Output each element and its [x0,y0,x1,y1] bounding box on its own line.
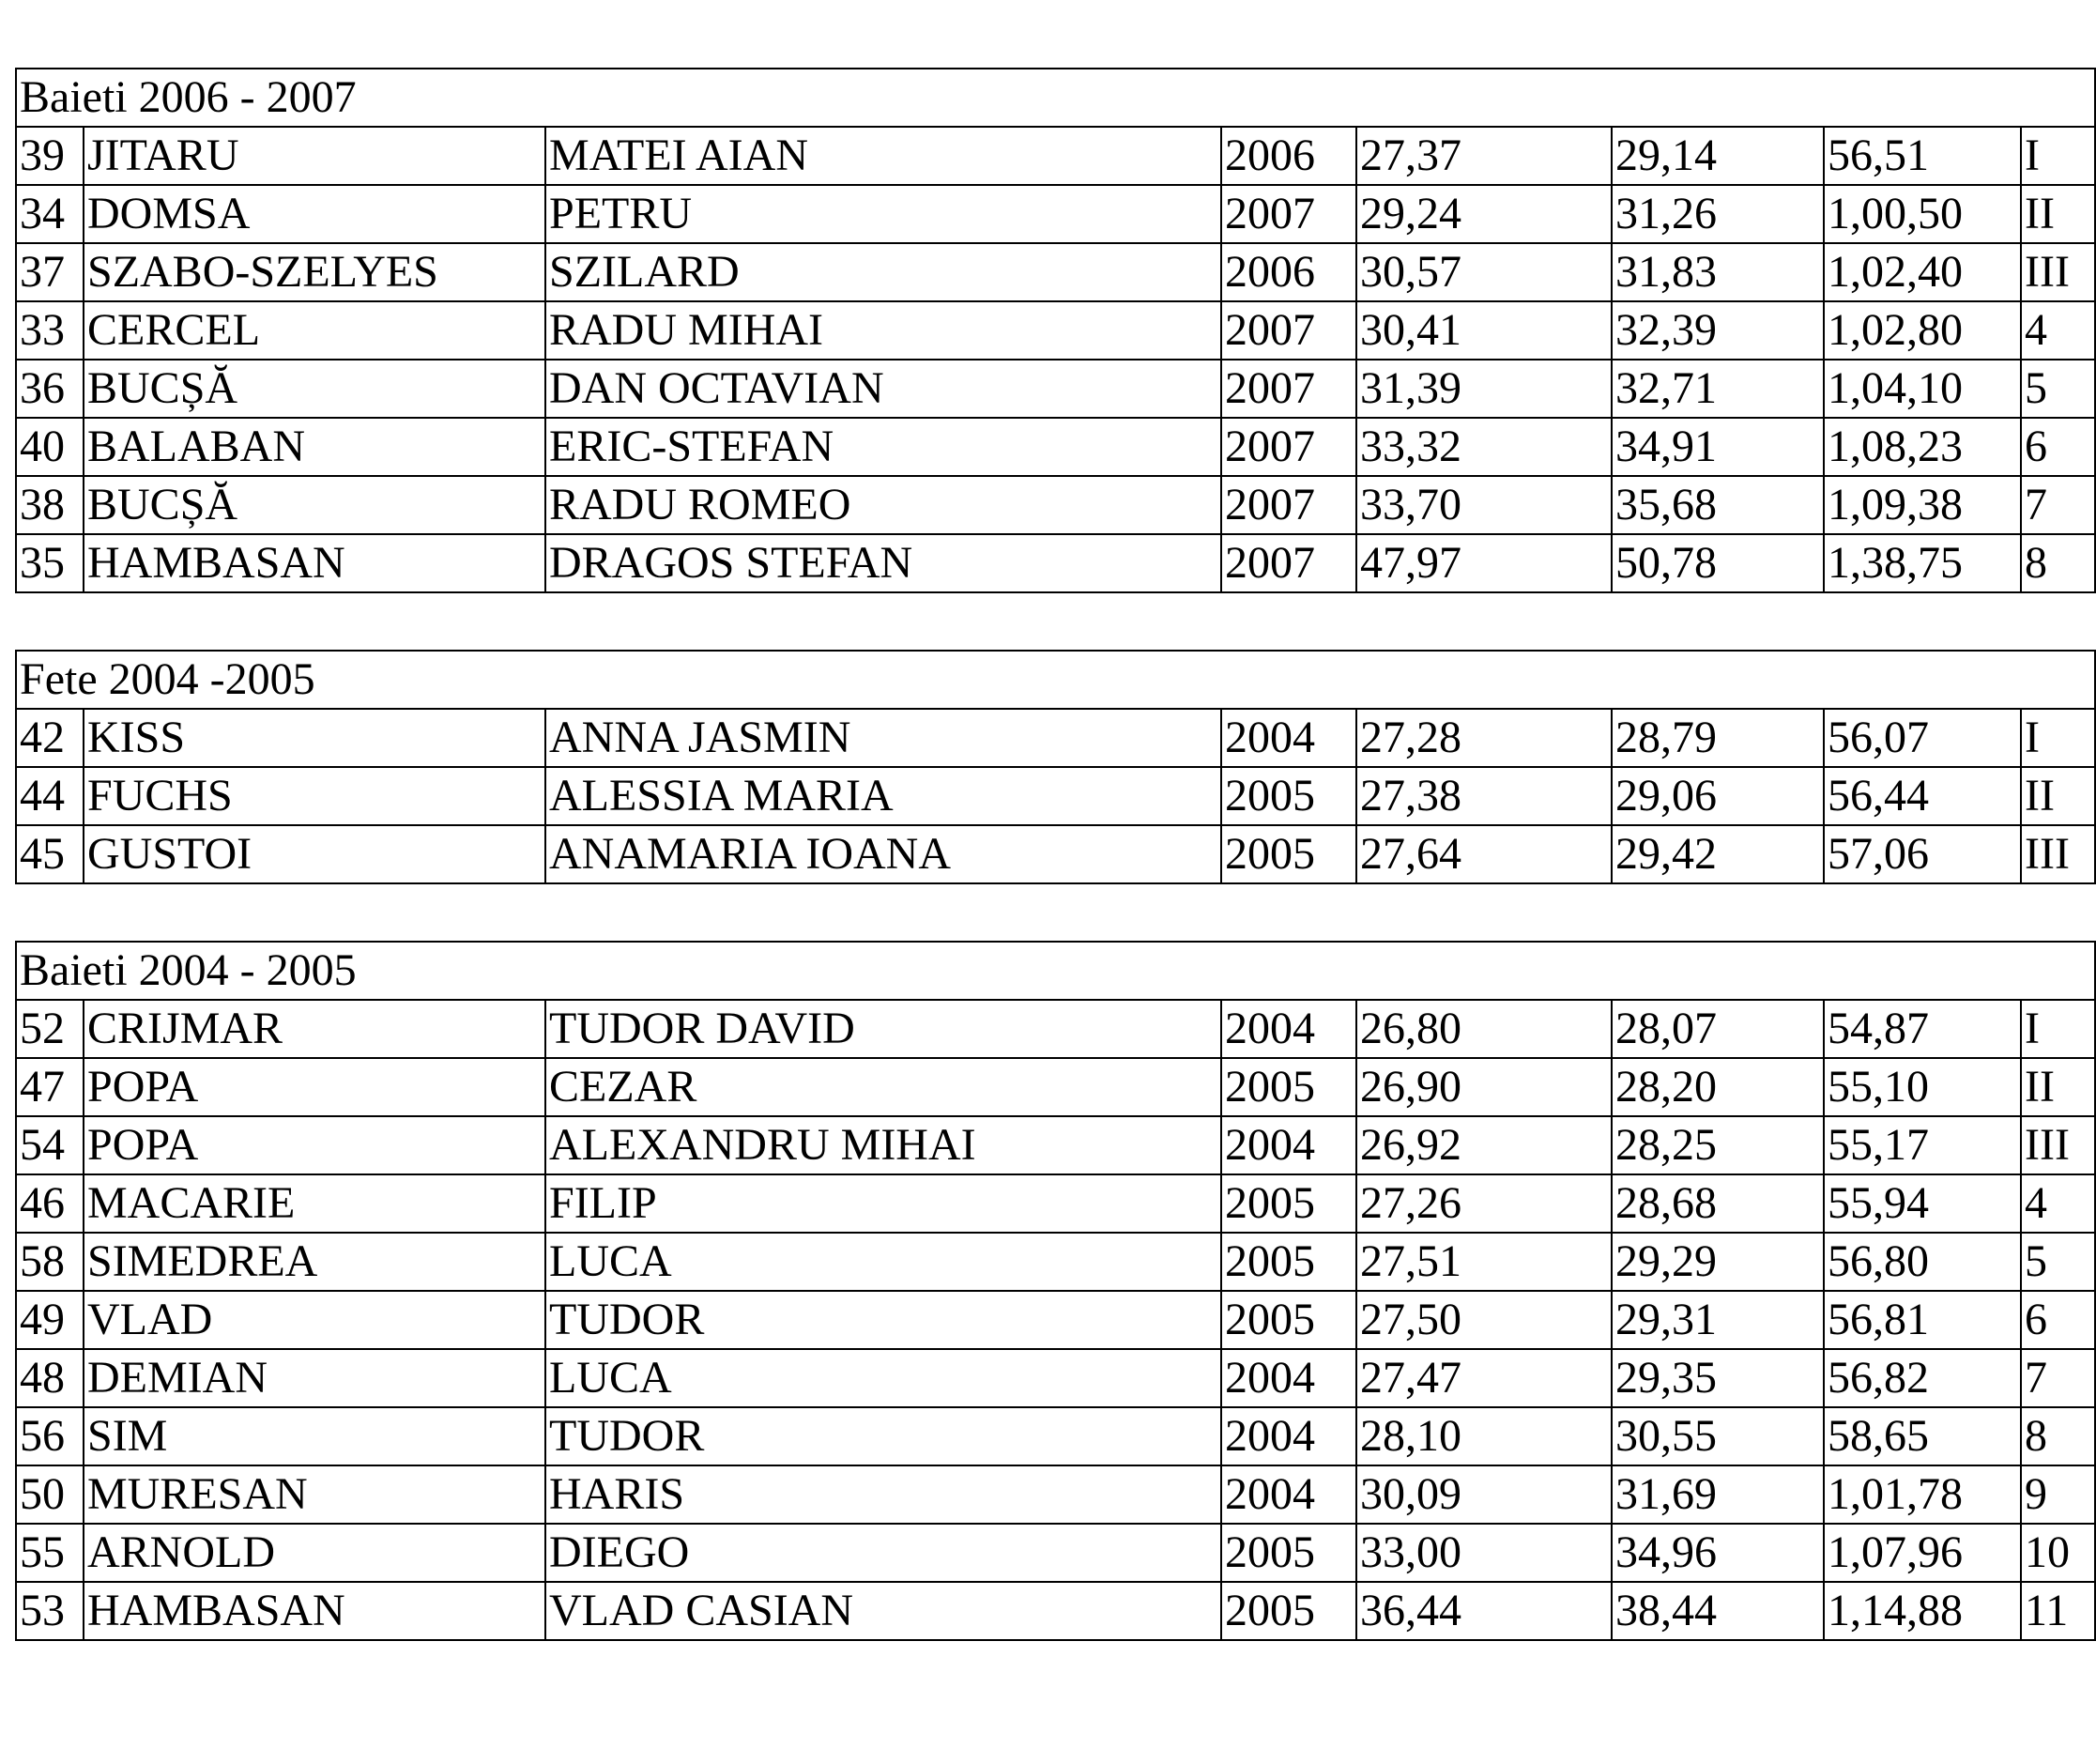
run-1-time: 33,00 [1356,1524,1612,1582]
bib-number: 37 [16,243,84,301]
group-title: Fete 2004 -2005 [16,651,2096,709]
place: 6 [2021,418,2096,476]
run-1-time: 27,64 [1356,825,1612,883]
run-1-time: 33,32 [1356,418,1612,476]
first-name: SZILARD [545,243,1221,301]
run-1-time: 26,80 [1356,1000,1612,1058]
total-time: 55,94 [1824,1174,2021,1233]
results-document [15,68,2096,1641]
first-name: RADU ROMEO [545,476,1221,534]
results-table-fete-2004-2005 [15,650,2096,884]
birth-year: 2005 [1221,1582,1356,1640]
place: III [2021,1116,2096,1174]
total-time: 56,82 [1824,1349,2021,1407]
results-table-baieti-2004-2005 [15,941,2096,1641]
total-time: 56,80 [1824,1233,2021,1291]
place: 4 [2021,301,2096,360]
table-row [16,1058,2096,1116]
run-1-time: 30,09 [1356,1465,1612,1524]
table-row [16,243,2096,301]
first-name: MATEI AIAN [545,127,1221,185]
first-name: LUCA [545,1233,1221,1291]
table-row [16,1000,2096,1058]
first-name: VLAD CASIAN [545,1582,1221,1640]
bib-number: 44 [16,767,84,825]
surname: CRIJMAR [84,1000,545,1058]
birth-year: 2005 [1221,1058,1356,1116]
total-time: 56,07 [1824,709,2021,767]
place: 6 [2021,1291,2096,1349]
run-1-time: 29,24 [1356,185,1612,243]
surname: MACARIE [84,1174,545,1233]
bib-number: 33 [16,301,84,360]
total-time: 58,65 [1824,1407,2021,1465]
table-row [16,185,2096,243]
place: III [2021,825,2096,883]
table-row [16,360,2096,418]
bib-number: 53 [16,1582,84,1640]
place: II [2021,1058,2096,1116]
place: III [2021,243,2096,301]
place: 5 [2021,1233,2096,1291]
run-1-time: 31,39 [1356,360,1612,418]
table-row [16,1407,2096,1465]
surname: BUCȘĂ [84,360,545,418]
table-row [16,418,2096,476]
first-name: CEZAR [545,1058,1221,1116]
table-row [16,476,2096,534]
surname: KISS [84,709,545,767]
place: I [2021,709,2096,767]
surname: HAMBASAN [84,1582,545,1640]
run-2-time: 31,69 [1612,1465,1824,1524]
first-name: ALESSIA MARIA [545,767,1221,825]
first-name: FILIP [545,1174,1221,1233]
table-row [16,1116,2096,1174]
place: 7 [2021,1349,2096,1407]
birth-year: 2007 [1221,418,1356,476]
birth-year: 2005 [1221,825,1356,883]
surname: SIMEDREA [84,1233,545,1291]
birth-year: 2007 [1221,185,1356,243]
birth-year: 2006 [1221,243,1356,301]
birth-year: 2007 [1221,360,1356,418]
table-row [16,534,2096,592]
birth-year: 2007 [1221,301,1356,360]
results-table-baieti-2006-2007 [15,68,2096,593]
total-time: 56,44 [1824,767,2021,825]
bib-number: 55 [16,1524,84,1582]
birth-year: 2005 [1221,1174,1356,1233]
run-2-time: 34,96 [1612,1524,1824,1582]
bib-number: 48 [16,1349,84,1407]
surname: HAMBASAN [84,534,545,592]
surname: VLAD [84,1291,545,1349]
run-1-time: 26,90 [1356,1058,1612,1116]
total-time: 56,51 [1824,127,2021,185]
surname: DOMSA [84,185,545,243]
table-row [16,1582,2096,1640]
first-name: ALEXANDRU MIHAI [545,1116,1221,1174]
bib-number: 45 [16,825,84,883]
run-2-time: 29,06 [1612,767,1824,825]
first-name: ANAMARIA IOANA [545,825,1221,883]
run-2-time: 31,26 [1612,185,1824,243]
surname: CERCEL [84,301,545,360]
bib-number: 49 [16,1291,84,1349]
birth-year: 2005 [1221,767,1356,825]
run-2-time: 28,79 [1612,709,1824,767]
total-time: 56,81 [1824,1291,2021,1349]
total-time: 55,10 [1824,1058,2021,1116]
run-2-time: 50,78 [1612,534,1824,592]
run-1-time: 27,51 [1356,1233,1612,1291]
place: 9 [2021,1465,2096,1524]
run-1-time: 36,44 [1356,1582,1612,1640]
bib-number: 46 [16,1174,84,1233]
birth-year: 2007 [1221,534,1356,592]
total-time: 1,01,78 [1824,1465,2021,1524]
bib-number: 50 [16,1465,84,1524]
bib-number: 47 [16,1058,84,1116]
place: 8 [2021,1407,2096,1465]
total-time: 1,38,75 [1824,534,2021,592]
place: 8 [2021,534,2096,592]
run-2-time: 34,91 [1612,418,1824,476]
first-name: PETRU [545,185,1221,243]
table-row [16,1174,2096,1233]
run-1-time: 47,97 [1356,534,1612,592]
surname: SIM [84,1407,545,1465]
first-name: DRAGOS STEFAN [545,534,1221,592]
table-row [16,825,2096,883]
run-2-time: 29,35 [1612,1349,1824,1407]
run-2-time: 32,71 [1612,360,1824,418]
run-1-time: 27,50 [1356,1291,1612,1349]
bib-number: 52 [16,1000,84,1058]
total-time: 1,04,10 [1824,360,2021,418]
run-2-time: 38,44 [1612,1582,1824,1640]
surname: SZABO-SZELYES [84,243,545,301]
bib-number: 38 [16,476,84,534]
bib-number: 35 [16,534,84,592]
first-name: LUCA [545,1349,1221,1407]
first-name: TUDOR DAVID [545,1000,1221,1058]
birth-year: 2005 [1221,1291,1356,1349]
first-name: HARIS [545,1465,1221,1524]
birth-year: 2004 [1221,1465,1356,1524]
total-time: 1,00,50 [1824,185,2021,243]
surname: POPA [84,1058,545,1116]
place: II [2021,185,2096,243]
run-2-time: 29,29 [1612,1233,1824,1291]
surname: FUCHS [84,767,545,825]
first-name: TUDOR [545,1407,1221,1465]
bib-number: 54 [16,1116,84,1174]
run-1-time: 30,57 [1356,243,1612,301]
group-title: Baieti 2004 - 2005 [16,942,2096,1000]
bib-number: 40 [16,418,84,476]
group-title: Baieti 2006 - 2007 [16,69,2096,127]
table-row [16,1349,2096,1407]
run-1-time: 26,92 [1356,1116,1612,1174]
birth-year: 2004 [1221,1407,1356,1465]
surname: BUCȘĂ [84,476,545,534]
place: I [2021,127,2096,185]
run-1-time: 27,28 [1356,709,1612,767]
run-1-time: 33,70 [1356,476,1612,534]
table-row [16,1233,2096,1291]
surname: DEMIAN [84,1349,545,1407]
total-time: 1,02,40 [1824,243,2021,301]
total-time: 55,17 [1824,1116,2021,1174]
surname: BALABAN [84,418,545,476]
first-name: DAN OCTAVIAN [545,360,1221,418]
total-time: 1,07,96 [1824,1524,2021,1582]
total-time: 1,09,38 [1824,476,2021,534]
place: 5 [2021,360,2096,418]
group-header-row [16,942,2096,1000]
first-name: ANNA JASMIN [545,709,1221,767]
run-2-time: 30,55 [1612,1407,1824,1465]
total-time: 54,87 [1824,1000,2021,1058]
table-row [16,1524,2096,1582]
place: 11 [2021,1582,2096,1640]
total-time: 1,02,80 [1824,301,2021,360]
birth-year: 2005 [1221,1233,1356,1291]
first-name: TUDOR [545,1291,1221,1349]
table-row [16,301,2096,360]
first-name: DIEGO [545,1524,1221,1582]
birth-year: 2005 [1221,1524,1356,1582]
run-2-time: 29,14 [1612,127,1824,185]
surname: GUSTOI [84,825,545,883]
table-row [16,767,2096,825]
run-2-time: 28,20 [1612,1058,1824,1116]
birth-year: 2004 [1221,1116,1356,1174]
bib-number: 56 [16,1407,84,1465]
place: 7 [2021,476,2096,534]
run-1-time: 27,37 [1356,127,1612,185]
first-name: RADU MIHAI [545,301,1221,360]
birth-year: 2006 [1221,127,1356,185]
place: 10 [2021,1524,2096,1582]
place: 4 [2021,1174,2096,1233]
run-1-time: 27,38 [1356,767,1612,825]
birth-year: 2004 [1221,1349,1356,1407]
surname: ARNOLD [84,1524,545,1582]
run-2-time: 31,83 [1612,243,1824,301]
surname: MURESAN [84,1465,545,1524]
run-2-time: 28,07 [1612,1000,1824,1058]
table-row [16,127,2096,185]
birth-year: 2004 [1221,1000,1356,1058]
run-1-time: 27,47 [1356,1349,1612,1407]
total-time: 1,14,88 [1824,1582,2021,1640]
place: II [2021,767,2096,825]
run-2-time: 29,31 [1612,1291,1824,1349]
first-name: ERIC-STEFAN [545,418,1221,476]
run-2-time: 28,68 [1612,1174,1824,1233]
run-1-time: 30,41 [1356,301,1612,360]
birth-year: 2007 [1221,476,1356,534]
bib-number: 34 [16,185,84,243]
run-2-time: 28,25 [1612,1116,1824,1174]
group-header-row [16,69,2096,127]
bib-number: 39 [16,127,84,185]
total-time: 1,08,23 [1824,418,2021,476]
table-row [16,1465,2096,1524]
place: I [2021,1000,2096,1058]
run-2-time: 35,68 [1612,476,1824,534]
group-header-row [16,651,2096,709]
bib-number: 36 [16,360,84,418]
run-2-time: 29,42 [1612,825,1824,883]
bib-number: 42 [16,709,84,767]
run-1-time: 27,26 [1356,1174,1612,1233]
run-2-time: 32,39 [1612,301,1824,360]
surname: JITARU [84,127,545,185]
table-row [16,709,2096,767]
run-1-time: 28,10 [1356,1407,1612,1465]
birth-year: 2004 [1221,709,1356,767]
surname: POPA [84,1116,545,1174]
table-row [16,1291,2096,1349]
total-time: 57,06 [1824,825,2021,883]
bib-number: 58 [16,1233,84,1291]
